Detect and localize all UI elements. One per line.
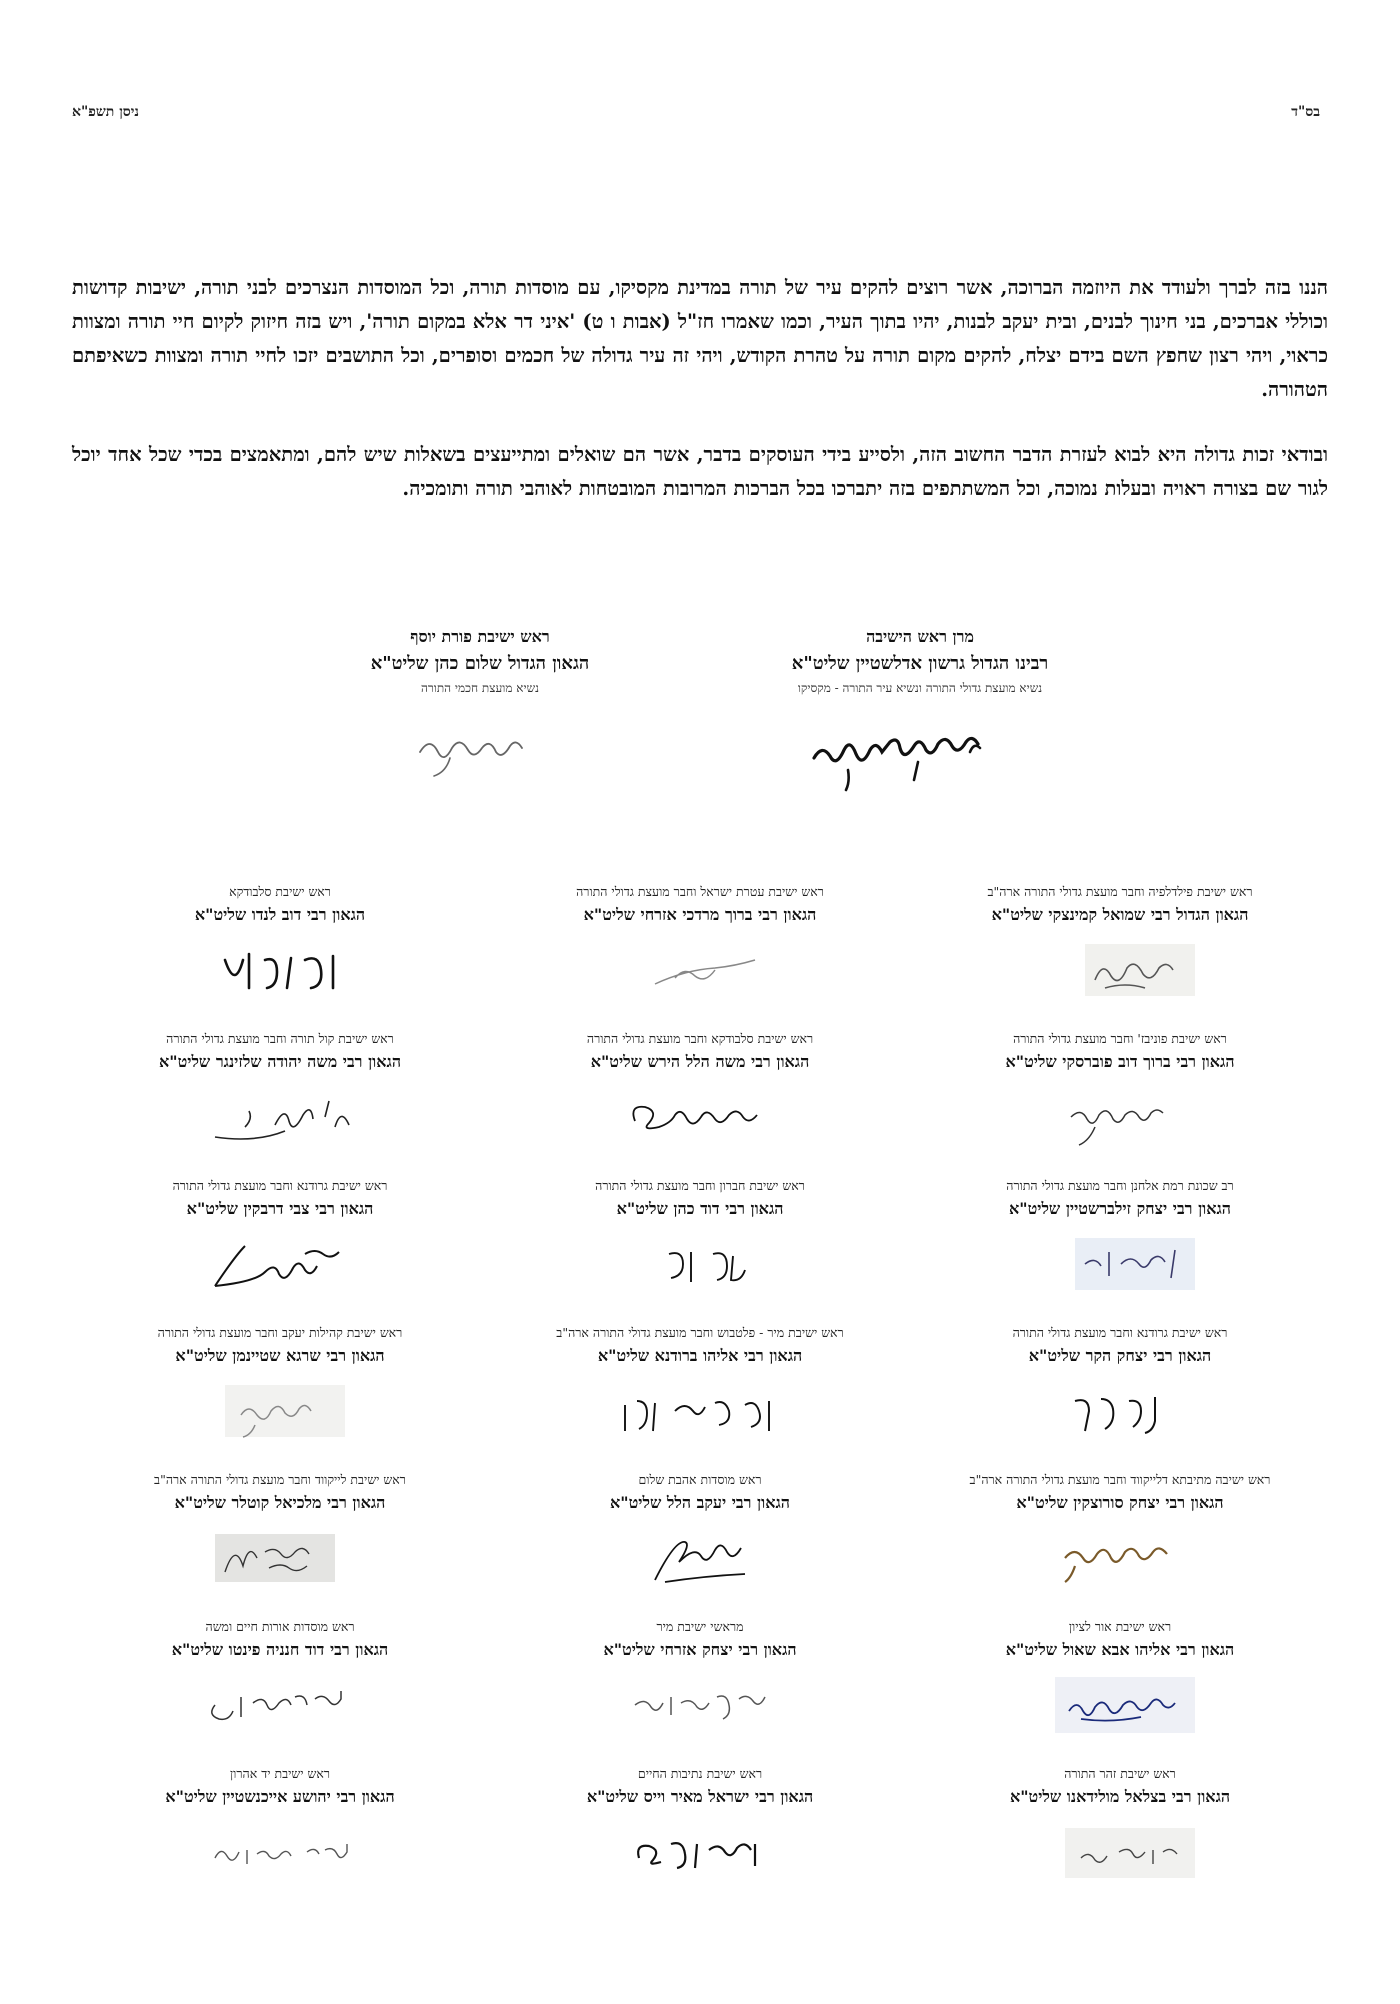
signatory-cell [910, 1617, 1330, 1764]
signatory-title: ראש ישיבת חברון וחבר מועצת גדולי התורה [595, 1178, 805, 1193]
handwritten-signature [800, 712, 1040, 792]
handwritten-signature [185, 1087, 375, 1147]
letter-paragraph-2 [72, 438, 1328, 506]
handwritten-signature [185, 1234, 375, 1294]
signatory-title: ראש ישיבת לייקווד וחבר מועצת גדולי התורה ארה"ב [154, 1472, 406, 1487]
signatory-name: רבינו הגדול גרשון אדלשטיין שליט"א [791, 653, 1049, 674]
signatory-title: רב שכונת רמת אלחנן וחבר מועצת גדולי התורה [1006, 1178, 1234, 1193]
signatory-name: הגאון רבי משה יהודה שלזינגר שליט"א [158, 1052, 402, 1071]
handwritten-signature [605, 940, 795, 1000]
handwritten-signature [185, 1822, 375, 1882]
main-signatory-cohen [240, 624, 720, 784]
signatory-cell [910, 1470, 1330, 1617]
signatory-cell [910, 1029, 1330, 1176]
signatory-title: ראש ישיבת סלבודקא [229, 884, 331, 899]
signatory-name: הגאון הגדול רבי שמואל קמינצקי שליט"א [991, 905, 1249, 924]
signatory-cell [910, 1323, 1330, 1470]
signatory-cell [70, 1176, 490, 1323]
signatories-grid [70, 882, 1330, 1911]
handwritten-signature [605, 1381, 795, 1441]
signatory-name: הגאון רבי משה הלל הירש שליט"א [590, 1052, 810, 1071]
signatory-name: הגאון רבי ישראל מאיר וייס שליט"א [586, 1787, 814, 1806]
signatory-title: ראש ישיבת גרודנא וחבר מועצת גדולי התורה [172, 1178, 388, 1193]
handwritten-signature [1025, 940, 1215, 1000]
handwritten-signature [1025, 1675, 1215, 1735]
signatory-cell [70, 1617, 490, 1764]
handwritten-signature [390, 712, 570, 784]
signatory-name: הגאון רבי שרגא שטיינמן שליט"א [175, 1346, 385, 1365]
handwritten-signature [1025, 1822, 1215, 1882]
handwritten-signature [605, 1087, 795, 1147]
signatory-title: ראש ישיבת אור לציון [1068, 1619, 1172, 1634]
signatory-cell [910, 1764, 1330, 1911]
signatory-cell [490, 1617, 910, 1764]
signatory-name: הגאון רבי יצחק סורוצקין שליט"א [1016, 1493, 1224, 1512]
paragraph-text: ובודאי זכות גדולה היא לבוא לעזרת הדבר החשוב הזה, ולסייע בידי העוסקים בדבר, אשר הם שואלים ומתייעצים בשאלות שיש להם, ומתאמצים בכדי שכל אחד יוכל לגור שם בצורה ראויה ובעלות נמוכה, וכל המשתתפים בזה יתברכו בכל הברכות המרובות המובטחות לאוהבי תורה ותומכיה. [72, 443, 1328, 500]
signatory-title: ראש ישיבת גרודנא וחבר מועצת גדולי התורה [1012, 1325, 1228, 1340]
signatory-title: ראש ישיבת קהילות יעקב וחבר מועצת גדולי התורה [157, 1325, 403, 1340]
signatory-cell [490, 1470, 910, 1617]
header-date: ניסן תשפ"א [72, 104, 139, 120]
signatory-title: ראש מוסדות אהבת שלום [638, 1472, 762, 1487]
signatory-name: הגאון רבי יהושע אייכנשטיין שליט"א [165, 1787, 395, 1806]
signatory-name: הגאון רבי ברוך דוב פוברסקי שליט"א [1005, 1052, 1235, 1071]
signatory-title: ראש ישיבת נתיבות החיים [637, 1766, 763, 1781]
handwritten-signature [185, 940, 375, 1000]
signatory-cell [490, 1176, 910, 1323]
header-bsd: בס"ד [1291, 104, 1320, 120]
handwritten-signature [605, 1528, 795, 1588]
letter-paragraph-1 [72, 271, 1328, 407]
signatory-name: הגאון רבי ברוך מרדכי אזרחי שליט"א [583, 905, 817, 924]
signatory-name: הגאון רבי יצחק אזרחי שליט"א [603, 1640, 797, 1659]
handwritten-signature [185, 1381, 375, 1441]
handwritten-signature [1025, 1234, 1215, 1294]
signatory-name: הגאון רבי בצלאל מולידאנו שליט"א [1009, 1787, 1231, 1806]
signatory-title: ראש ישיבת פילדלפיה וחבר מועצת גדולי התורה ארה"ב [987, 884, 1253, 899]
signatory-name: הגאון הגדול שלום כהן שליט"א [370, 653, 590, 674]
handwritten-signature [605, 1675, 795, 1735]
signatory-name: הגאון רבי דוד חנניה פינטו שליט"א [171, 1640, 389, 1659]
handwritten-signature [605, 1234, 795, 1294]
signatory-title: ראש ישיבת פורת יוסף [410, 627, 550, 646]
signatory-title: מראשי ישיבת מיר [656, 1619, 744, 1634]
signatory-cell [910, 882, 1330, 1029]
signatory-title: ראש ישיבת מיר - פלטבוש וחבר מועצת גדולי התורה ארה"ב [556, 1325, 844, 1340]
handwritten-signature [1025, 1381, 1215, 1441]
signatory-name: הגאון רבי יעקב הלל שליט"א [610, 1493, 790, 1512]
handwritten-signature [1025, 1087, 1215, 1147]
signatory-cell [490, 882, 910, 1029]
paragraph-text: הננו בזה לברך ולעודד את היוזמה הברוכה, אשר רוצים להקים עיר של תורה במדינת מקסיקו, עם מוסדות תורה, וכל המוסדות הנצרכים לבני תורה, ישיבות קדושות וכוללי אברכים, בני חינוך לבנים, ובית יעקב לבנות, יהיו בתוך העיר, וכמו שאמרו חז"ל (אבות ו ט) 'איני דר אלא במקום תורה', ויש בזה חיזוק לקיום חיי תורה ומצוות כראוי, ויהי רצון שחפץ השם בידם יצלח, להקים מקום תורה על טהרת הקודש, ויהי זה עיר גדולה של חכמים וסופרים, וכל התושבים יזכו לחיי תורה ומצוות כשאיפתם הטהורה. [72, 276, 1328, 401]
signatory-cell [70, 1323, 490, 1470]
signatory-cell [70, 1470, 490, 1617]
main-signatory-edelstein [680, 624, 1160, 792]
signatory-name: הגאון רבי אליהו ברודנא שליט"א [597, 1346, 803, 1365]
handwritten-signature [185, 1528, 375, 1588]
signatory-cell [490, 1323, 910, 1470]
signatory-cell [490, 1764, 910, 1911]
signatory-title: ראש ישיבת עטרת ישראל וחבר מועצת גדולי התורה [576, 884, 824, 899]
signatory-title: ראש ישיבת יד אהרון [230, 1766, 330, 1781]
signatory-cell [70, 1029, 490, 1176]
signatory-cell [70, 1764, 490, 1911]
signatory-role: נשיא מועצת חכמי התורה [420, 681, 540, 695]
signatory-title: מרן ראש הישיבה [866, 627, 974, 646]
signatory-name: הגאון רבי צבי דרבקין שליט"א [186, 1199, 374, 1218]
signatory-name: הגאון רבי דוב לנדו שליט"א [194, 905, 366, 924]
signatory-name: הגאון רבי דוד כהן שליט"א [616, 1199, 784, 1218]
signatory-title: ראש מוסדות אורות חיים ומשה [205, 1619, 355, 1634]
signatory-title: ראש ישיבת פוניבז' וחבר מועצת גדולי התורה [1013, 1031, 1227, 1046]
handwritten-signature [185, 1675, 375, 1735]
signatory-name: הגאון רבי אליהו אבא שאול שליט"א [1005, 1640, 1235, 1659]
signatory-name: הגאון רבי יצחק זילברשטיין שליט"א [1008, 1199, 1232, 1218]
signatory-title: ראש ישיבת זהר התורה [1064, 1766, 1176, 1781]
signatory-cell [70, 882, 490, 1029]
signatory-name: הגאון רבי יצחק הקר שליט"א [1028, 1346, 1212, 1365]
signatory-name: הגאון רבי מלכיאל קוטלר שליט"א [174, 1493, 386, 1512]
signatory-cell [910, 1176, 1330, 1323]
signatory-title: ראש ישיבת סלבודקא וחבר מועצת גדולי התורה [586, 1031, 814, 1046]
handwritten-signature [605, 1822, 795, 1882]
signatory-title: ראש ישיבה מתיבתא דלייקווד וחבר מועצת גדולי התורה ארה"ב [969, 1472, 1271, 1487]
signatory-cell [490, 1029, 910, 1176]
signatory-title: ראש ישיבת קול תורה וחבר מועצת גדולי התורה [166, 1031, 394, 1046]
signatory-role: נשיא מועצת גדולי התורה ונשיא עיר התורה - מקסיקו [797, 681, 1043, 695]
handwritten-signature [1025, 1528, 1215, 1588]
